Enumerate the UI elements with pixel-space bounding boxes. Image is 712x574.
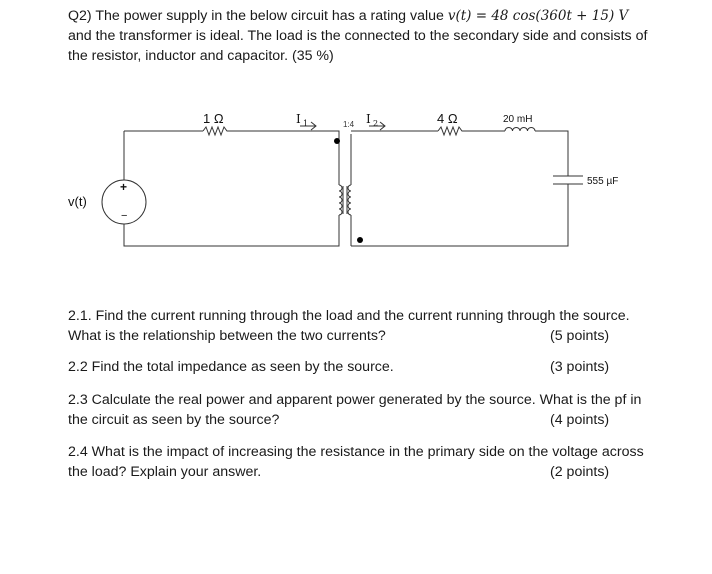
part-2-1	[68, 306, 678, 346]
resistor-1-label: 1 Ω	[203, 111, 224, 126]
resistor-1	[203, 127, 230, 135]
part-2-3-line-2: the circuit as seen by the source?	[68, 412, 280, 428]
current-i1-label: I	[296, 112, 301, 126]
part-2-1-line-1: 2.1. Find the current running through the load and the current running through the source.	[68, 308, 630, 324]
part-2-3-points: (4 points)	[550, 412, 610, 428]
inductor	[505, 128, 535, 131]
part-2-1-line-2: What is the relationship between the two currents?	[68, 328, 386, 344]
polarity-dot-primary	[334, 138, 340, 144]
question-prefix: Q2) The power supply in the below circuit has a rating value	[68, 8, 448, 24]
current-i1-subscript: 1	[303, 119, 309, 128]
source-label: v(t)	[68, 194, 87, 209]
part-2-4-line-1: 2.4 What is the impact of increasing the resistance in the primary side on the voltage across	[68, 444, 644, 460]
voltage-formula: v(t) = 48 cos(360t + 15) V	[447, 8, 629, 24]
turns-ratio-label: 1:4	[343, 120, 355, 129]
part-2-3-line-1: 2.3 Calculate the real power and apparent power generated by the source. What is the pf in	[68, 392, 642, 408]
source-minus-sign: −	[121, 210, 128, 222]
capacitor	[553, 176, 583, 184]
part-2-3	[68, 390, 678, 430]
part-2-4	[68, 442, 678, 482]
transformer	[339, 134, 351, 246]
part-2-4-line-2: the load? Explain your answer.	[68, 464, 262, 480]
capacitor-label: 555 µF	[587, 176, 619, 187]
part-2-1-points: (5 points)	[550, 328, 610, 344]
current-i2-label: I	[366, 112, 371, 126]
question-line-2: and the transformer is ideal. The load is the connected to the secondary side and consists of	[68, 28, 648, 44]
part-2-4-points: (2 points)	[550, 464, 610, 480]
question-line-3: the resistor, inductor and capacitor. (35 %)	[68, 48, 334, 64]
part-2-2-line-1: 2.2 Find the total impedance as seen by the source.	[68, 359, 394, 375]
inductor-label: 20 mH	[503, 114, 533, 125]
resistor-2	[438, 127, 465, 135]
part-2-2	[68, 357, 678, 377]
part-2-2-points: (3 points)	[550, 359, 610, 375]
resistor-2-label: 4 Ω	[437, 111, 458, 126]
current-i2-subscript: 2	[373, 119, 379, 128]
source-plus-sign: +	[120, 180, 128, 194]
polarity-dot-secondary	[357, 237, 363, 243]
